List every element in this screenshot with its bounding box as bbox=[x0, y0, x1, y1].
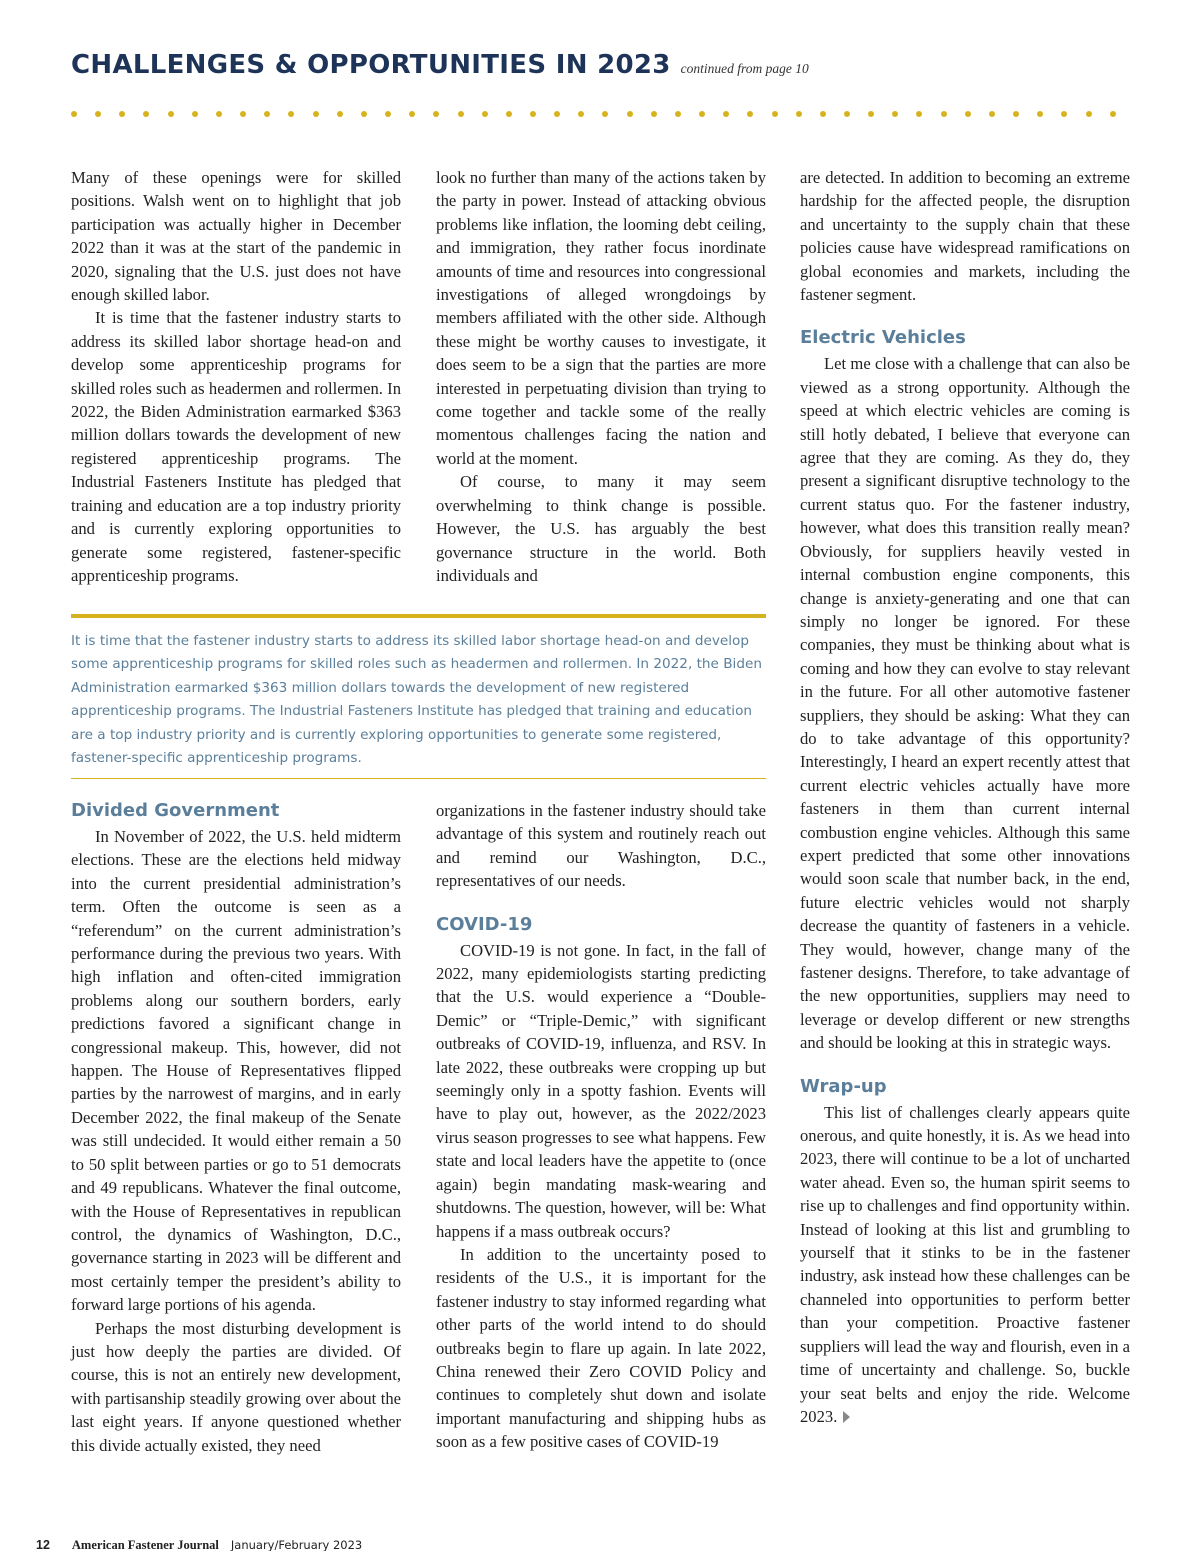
divider-dot bbox=[385, 111, 391, 117]
issue-date: January/February 2023 bbox=[230, 1538, 363, 1551]
continued-note: continued from page 10 bbox=[680, 61, 809, 76]
divider-dot bbox=[482, 111, 488, 117]
body-paragraph: Perhaps the most disturbing development is just how deeply the parties are divided. Of course, this is not an entirely new development, with partisanship steadily growing over about the last eight years. If anyone questioned whether this divide actually existed, they need bbox=[71, 1318, 401, 1455]
divider-dot bbox=[1110, 111, 1116, 117]
divider-dot bbox=[844, 111, 850, 117]
divider-dot bbox=[1086, 111, 1092, 117]
body-paragraph: COVID-19 is not gone. In fact, in the fall of 2022, many epidemiologists starting predicting that the U.S. would experience a “Double-Demic” or “Triple-Demic,” with significant outbreaks of COVID-19, influenza, and RSV. In late 2022, these outbreaks were cropping up but seemingly only in a spotty fashion. Events will have to play out, however, as the 2022/2023 virus season progresses to see what happens. Few state and local leaders have the appetite to (once again) begin mandating mask-wearing and shutdowns. The question, however, will be: What happens if a mass outbreak occurs? bbox=[436, 940, 766, 1241]
section-heading-divided-government: Divided Government bbox=[71, 800, 280, 821]
divider-dot bbox=[240, 111, 246, 117]
divider-dot bbox=[168, 111, 174, 117]
divider-dot bbox=[989, 111, 995, 117]
divider-dot bbox=[288, 111, 294, 117]
divider-dot bbox=[458, 111, 464, 117]
divider-dot bbox=[820, 111, 826, 117]
column-1-top bbox=[71, 166, 401, 587]
divider-dot bbox=[95, 111, 101, 117]
divider-dot bbox=[119, 111, 125, 117]
page-number: 12 bbox=[36, 1538, 50, 1551]
divider-dot bbox=[747, 111, 753, 117]
divider-dot bbox=[71, 111, 77, 117]
divider-dot bbox=[530, 111, 536, 117]
divider-dot bbox=[506, 111, 512, 117]
end-of-article-icon bbox=[843, 1411, 850, 1423]
divider-dot bbox=[699, 111, 705, 117]
divider-dot bbox=[578, 111, 584, 117]
divider-dot bbox=[796, 111, 802, 117]
body-paragraph: look no further than many of the actions taken by the party in power. Instead of attacking obvious problems like inflation, the looming debt ceiling, and immigration, they rather focus inordinate amounts of time and resources into congressional investigations of alleged wrongdoings by members affiliated with the other side. Although these might be worthy causes to investigate, it does seem to be a sign that the parties are more interested in perpetuating division than trying to come together and tackle some of the really momentous challenges facing the nation and world at the moment. bbox=[436, 168, 766, 468]
section-heading-wrap-up: Wrap-up bbox=[800, 1075, 887, 1097]
body-paragraph: Let me close with a challenge that can also be viewed as a strong opportunity. Although the speed at which electric vehicles are coming is still hotly debated, I believe that everyone can agree that they are coming. As they do, they present a significant disruptive technology to the current status quo. For the fastener industry, however, what does this transition really mean? Obviously, for suppliers heavily vested in internal combustion engine components, this change is anxiety-generating and one that can simply no longer be ignored. For these companies, they must be thinking about what is coming and how they can evolve to stay relevant in the future. For all other automotive fastener suppliers, they should be asking: What they can do to take advantage of this opportunity? Interestingly, I heard an expert recently attest that current electric vehicles actually have more fasteners in them than current internal combustion engine vehicles. Although this same expert predicted that some other innovations would soon scale that number back, in the end, future electric vehicles would not sharply decrease the quantity of fasteners in a vehicle. They would, however, change many of the fastener designs. Therefore, to take advantage of the new opportunities, suppliers may need to leverage or develop different or new strengths and should be looking at this in strategic ways. bbox=[800, 354, 1130, 1053]
column-2-top bbox=[436, 166, 766, 587]
divider-dot bbox=[337, 111, 343, 117]
section-heading-electric-vehicles: Electric Vehicles bbox=[800, 327, 966, 349]
column-1-bottom bbox=[71, 799, 401, 1457]
dotted-divider bbox=[71, 108, 1116, 120]
body-paragraph: organizations in the fastener industry should take advantage of this system and routinely reach out and remind our Washington, D.C., representatives of our needs. bbox=[436, 801, 766, 891]
divider-dot bbox=[916, 111, 922, 117]
divider-dot bbox=[313, 111, 319, 117]
journal-name: American Fastener Journal bbox=[71, 1538, 219, 1551]
divider-dot bbox=[409, 111, 415, 117]
divider-dot bbox=[554, 111, 560, 117]
divider-dot bbox=[143, 111, 149, 117]
body-paragraph: Many of these openings were for skilled positions. Walsh went on to highlight that job participation was actually higher in December 2022 than it was at the start of the pandemic in 2020, signaling that the U.S. just does not have enough skilled labor. bbox=[71, 168, 401, 305]
divider-dot bbox=[602, 111, 608, 117]
body-paragraph-final bbox=[800, 1101, 1130, 1429]
body-paragraph: Of course, to many it may seem overwhelming to think change is possible. However, the U.S. has arguably the best governance structure in the world. Both individuals and bbox=[436, 472, 766, 585]
body-paragraph: are detected. In addition to becoming an extreme hardship for the affected people, the disruption and uncertainty to the supply chain that these policies cause have widespread ramifications on global economies and markets, including the fastener segment. bbox=[800, 168, 1130, 305]
body-paragraph: In November of 2022, the U.S. held midterm elections. These are the elections held midway into the current presidential administration’s term. Often the outcome is seen as a “referendum” on the current administration’s performance during the previous two years. With high inflation and often-cited immigration problems along our southern borders, early predictions favored a significant change in congressional makeup. This, however, did not happen. The House of Representatives flipped parties by the narrowest of margins, and in early December 2022, the final makeup of the Senate was still undecided. It would either remain a 50 to 50 split between parties or go to 51 democrats and 49 republicans. Whatever the final outcome, with the House of Representatives in republican control, the dynamics of Washington, D.C., governance starting in 2023 will be different and most certainly temper the president’s ability to forward large portions of his agenda. bbox=[71, 827, 401, 1315]
section-heading-covid: COVID-19 bbox=[436, 913, 533, 935]
divider-dot bbox=[192, 111, 198, 117]
divider-dot bbox=[1013, 111, 1019, 117]
divider-dot bbox=[1037, 111, 1043, 117]
divider-dot bbox=[216, 111, 222, 117]
divider-dot bbox=[264, 111, 270, 117]
column-3 bbox=[800, 166, 1130, 1428]
pull-quote bbox=[71, 614, 766, 779]
final-paragraph-text: This list of challenges clearly appears quite onerous, and quite honestly, it is. As we head into 2023, there will continue to be a lot of uncharted water ahead. Even so, the human spirit seems to rise up to challenges and find opportunity within. Instead of looking at this list and grumbling to yourself that it stinks to be in the fastener industry, ask instead how these challenges can be channeled into opportunities to perform better than your competition. Proactive fastener suppliers will lead the way and flourish, even in a time of uncertainty and challenge. So, buckle your seat belts and enjoy the ride. Welcome 2023. bbox=[800, 1102, 1130, 1426]
divider-dot bbox=[868, 111, 874, 117]
page-header bbox=[71, 50, 809, 80]
divider-dot bbox=[723, 111, 729, 117]
divider-dot bbox=[892, 111, 898, 117]
divider-dot bbox=[361, 111, 367, 117]
body-paragraph: In addition to the uncertainty posed to residents of the U.S., it is important for the fastener industry to stay informed regarding what other parts of the world intend to do should outbreaks begin to flare up again. In late 2022, China renewed their Zero COVID Policy and continues to completely shut down and isolate important manufacturing and shipping hubs as soon as a few positive cases of COVID-19 bbox=[436, 1244, 766, 1452]
body-paragraph: It is time that the fastener industry starts to address its skilled labor shortage head-on and develop some apprenticeship programs for skilled roles such as headermen and rollermen. In 2022, the Biden Administration earmarked $363 million dollars towards the development of new registered apprenticeship programs. The Industrial Fasteners Institute has pledged that training and education are a top industry priority and is currently exploring opportunities to generate some registered, fastener-specific apprenticeship programs. bbox=[71, 308, 401, 585]
page-footer bbox=[36, 1538, 362, 1551]
divider-dot bbox=[675, 111, 681, 117]
article-title: CHALLENGES & OPPORTUNITIES IN 2023 bbox=[71, 50, 671, 80]
divider-dot bbox=[1061, 111, 1067, 117]
pull-quote-text: It is time that the fastener industry starts to address its skilled labor shortage head-on and develop some apprenticeship programs for skilled roles such as headermen and rollermen. In 2022, the Biden Administration earmarked $363 million dollars towards the development of new registered apprenticeship programs. The Industrial Fasteners Institute has pledged that training and education are a top industry priority and is currently exploring opportunities to generate some registered, fastener-specific apprenticeship programs. bbox=[71, 633, 762, 767]
divider-dot bbox=[433, 111, 439, 117]
divider-dot bbox=[965, 111, 971, 117]
divider-dot bbox=[651, 111, 657, 117]
divider-dot bbox=[772, 111, 778, 117]
column-2-bottom bbox=[436, 799, 766, 1454]
divider-dot bbox=[627, 111, 633, 117]
divider-dot bbox=[941, 111, 947, 117]
